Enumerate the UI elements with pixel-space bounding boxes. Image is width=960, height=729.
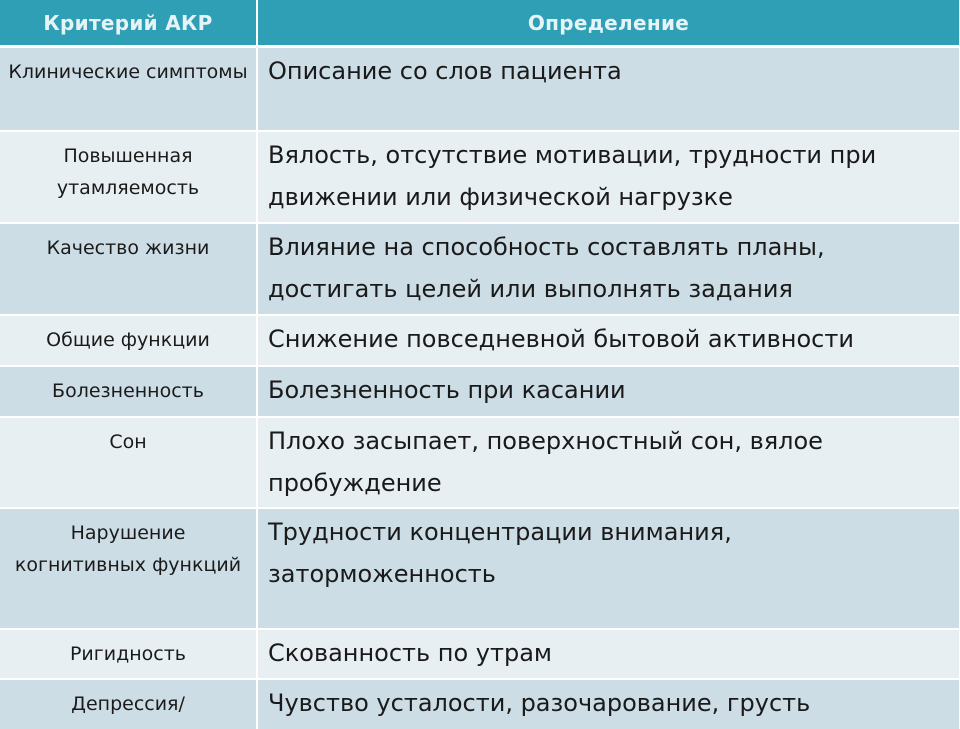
header-row — [0, 0, 960, 47]
table-row — [0, 315, 960, 366]
table-row — [0, 366, 960, 417]
definition-cell: Скованность по утрам — [257, 629, 960, 679]
definition-cell: Чувство усталости, разочарование, грусть — [257, 679, 960, 729]
table-row — [0, 679, 960, 729]
definition-cell: Плохо засыпает, поверхностный сон, вялое пробуждение — [257, 417, 960, 508]
criterion-cell: Ригидность — [0, 629, 257, 679]
criterion-cell: Повышенная утамляемость — [0, 131, 257, 223]
criterion-cell: Болезненность — [0, 366, 257, 417]
definition-cell: Вялость, отсутствие мотивации, трудности при движении или физической нагрузке — [257, 131, 960, 223]
header-definition: Определение — [257, 0, 960, 47]
criterion-cell: Общие функции — [0, 315, 257, 366]
definition-cell: Трудности концентрации внимания, заторможенность — [257, 508, 960, 629]
header-criterion: Критерий АКР — [0, 0, 257, 47]
table-row — [0, 47, 960, 131]
criterion-cell: Депрессия/ — [0, 679, 257, 729]
criterion-cell: Нарушение когнитивных функций — [0, 508, 257, 629]
table-row — [0, 131, 960, 223]
definition-cell: Снижение повседневной бытовой активности — [257, 315, 960, 366]
table-row — [0, 223, 960, 315]
table-row — [0, 629, 960, 679]
table-row — [0, 508, 960, 629]
definition-cell: Влияние на способность составлять планы, достигать целей или выполнять задания — [257, 223, 960, 315]
criterion-cell: Клинические симптомы — [0, 47, 257, 131]
criterion-cell: Качество жизни — [0, 223, 257, 315]
definition-cell: Описание со слов пациента — [257, 47, 960, 131]
table-row — [0, 417, 960, 508]
definition-cell: Болезненность при касании — [257, 366, 960, 417]
criterion-cell: Сон — [0, 417, 257, 508]
